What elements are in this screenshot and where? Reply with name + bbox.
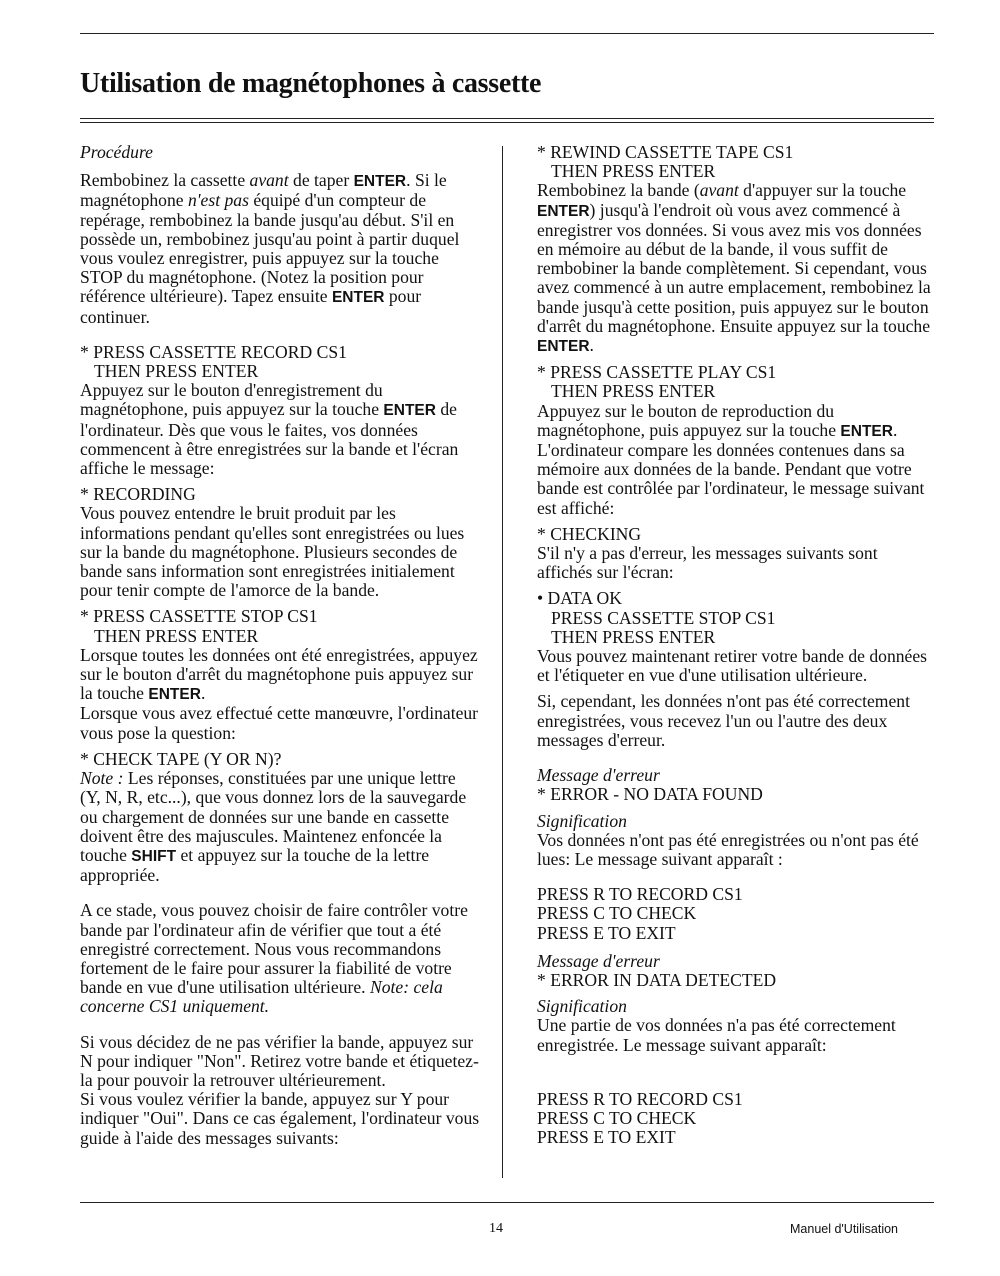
no-verify-paragraph: Si vous décidez de ne pas vérifier la bande, appuyez sur N pour indiquer "Non". Retirez votre bande et étiquetez-la pour pouvoir la retrouver ultérieurement.	[80, 1031, 479, 1090]
option-exit: PRESS E TO EXIT	[537, 922, 676, 943]
enter-key: ENTER	[537, 202, 590, 220]
enter-key: ENTER	[537, 338, 590, 356]
recording-paragraph: Vous pouvez entendre le bruit produit par les informations pendant qu'elles sont enregistrées ou lues sur la bande du magnétophone. Plusieurs secondes de bande sans information sont enregistrées initialement pour tenir compte de l'amorce de la bande.	[80, 503, 465, 601]
error-label-2: Message d'erreur	[537, 950, 660, 971]
stop-paragraph: Lorsque toutes les données ont été enregistrées, appuyez sur le bouton d'arrêt du magnétophone puis appuyez sur la touche ENTER.	[80, 644, 478, 704]
note-paragraph: Note : Les réponses, constituées par une unique lettre (Y, N, R, etc...), que vous donnez lors de la sauvegarde ou chargement de données sur une bande en cassette doivent être des majuscules. Maintenez enfoncée la touche SHIFT et appuyez sur la touche de la lettre appropriée.	[80, 768, 467, 886]
procedure-paragraph: Rembobinez la cassette avant de taper ENTER. Si le magnétophone n'est pas équipé d'un compteur de repérage, rembobinez la bande jusqu'au début. S'il en possède un, rembobinez jusqu'au point à partir duquel vous voulez enregistrer, puis appuyez sur la touche STOP du magnétophone. (Notez la position pour référence ultérieure). Tapez ensuite ENTER pour continuer.	[80, 170, 460, 327]
enter-key: ENTER	[331, 289, 385, 307]
screen-message-data-ok: • DATA OK PRESS CASSETTE STOP CS1 THEN PRESS ENTER	[537, 588, 776, 647]
screen-message-recording: * RECORDING	[80, 484, 196, 505]
meaning-label-2: Signification	[537, 996, 627, 1017]
error-message-2: * ERROR IN DATA DETECTED	[537, 969, 777, 990]
record-paragraph: Appuyez sur le bouton d'enregistrement du magnétophone, puis appuyez sur la touche ENTER de l'ordinateur. Dès que vous le faites, vos données commencent à être enregistrées sur la bande et l'écran affiche le message:	[80, 380, 459, 479]
screen-message-check-tape: * CHECK TAPE (Y OR N)?	[80, 748, 282, 769]
play-paragraph: Appuyez sur le bouton de reproduction du magnétophone, puis appuyez sur la touche ENTER. L'ordinateur compare les données contenues dans sa mémoire aux données de la bande. Pendant que votre bande est contrôlée par l'ordinateur, le message suivant est affiché:	[537, 400, 925, 518]
footer-manual-title: Manuel d'Utilisation	[790, 1222, 898, 1236]
meaning-text-2: Une partie de vos données n'a pas été correctement enregistrée. Le message suivant apparaît:	[537, 1015, 896, 1055]
option-exit: PRESS E TO EXIT	[537, 1127, 676, 1148]
enter-key: ENTER	[353, 173, 407, 191]
shift-key: SHIFT	[131, 847, 177, 865]
screen-message-play: * PRESS CASSETTE PLAY CS1 THEN PRESS ENTER	[537, 362, 777, 402]
enter-key: ENTER	[148, 686, 201, 704]
option-check: PRESS C TO CHECK	[537, 1107, 697, 1128]
error-message-1: * ERROR - NO DATA FOUND	[537, 784, 763, 805]
screen-message-stop: * PRESS CASSETTE STOP CS1 THEN PRESS ENTER	[80, 606, 318, 646]
no-error-paragraph: S'il n'y a pas d'erreur, les messages suivants sont affichés sur l'écran:	[537, 543, 878, 583]
option-check: PRESS C TO CHECK	[537, 903, 697, 924]
question-paragraph: Lorsque vous avez effectué cette manœuvre, l'ordinateur vous pose la question:	[80, 703, 479, 743]
options-list-2	[537, 1090, 937, 1148]
column-divider	[502, 146, 503, 1178]
page-number: 14	[489, 1221, 503, 1236]
top-rule	[80, 33, 934, 34]
screen-message-record: * PRESS CASSETTE RECORD CS1 THEN PRESS ENTER	[80, 341, 347, 382]
right-column	[537, 143, 937, 1147]
left-column	[80, 143, 480, 1155]
verify-paragraph: A ce stade, vous pouvez choisir de faire contrôler votre bande par l'ordinateur afin de vérifier que tout a été enregistré correctement. Nous vous recommandons fortement de le faire pour assurer la fiabilité de votre bande en vue d'une utilisation ultérieure. Note: cela concerne CS1 uniquement.	[80, 900, 468, 1017]
title-double-rule	[80, 118, 934, 123]
option-record: PRESS R TO RECORD CS1	[537, 1088, 743, 1109]
page-title: Utilisation de magnétophones à cassette	[80, 68, 542, 99]
screen-message-checking: * CHECKING	[537, 523, 642, 544]
bottom-rule	[80, 1202, 934, 1203]
option-record: PRESS R TO RECORD CS1	[537, 884, 743, 905]
rewind-paragraph: Rembobinez la bande (avant d'appuyer sur la touche ENTER) jusqu'à l'endroit où vous avez commencé à enregistrer vos données. Si vous avez mis vos données en mémoire au début de la bande, il vous suffit de rembobiner la bande complètement. Si cependant, vous avez commencé à un autre emplacement, rembobinez la bande jusqu'à cette position, puis appuyez sur le bouton d'arrêt du magnétophone. Ensuite appuyez sur la touche ENTER.	[537, 180, 931, 356]
yes-verify-paragraph: Si vous voulez vérifier la bande, appuyez sur Y pour indiquer "Oui". Dans ce cas également, l'ordinateur vous guide à l'aide des messages suivants:	[80, 1089, 480, 1148]
error-label-1: Message d'erreur	[537, 765, 660, 786]
meaning-text-1: Vos données n'ont pas été enregistrées ou n'ont pas été lues: Le message suivant apparaît :	[537, 829, 919, 869]
enter-key: ENTER	[383, 402, 436, 420]
screen-message-rewind: * REWIND CASSETTE TAPE CS1 THEN PRESS ENTER	[537, 142, 794, 182]
enter-key: ENTER	[840, 422, 893, 440]
procedure-heading: Procédure	[80, 142, 153, 162]
error-intro-paragraph: Si, cependant, les données n'ont pas été correctement enregistrées, vous recevez l'un ou l'autre des deux messages d'erreur.	[537, 691, 910, 750]
options-list-1	[537, 885, 937, 943]
meaning-label-1: Signification	[537, 810, 627, 831]
remove-tape-paragraph: Vous pouvez maintenant retirer votre bande de données et l'étiqueter en vue d'une utilisation ultérieure.	[537, 646, 928, 686]
